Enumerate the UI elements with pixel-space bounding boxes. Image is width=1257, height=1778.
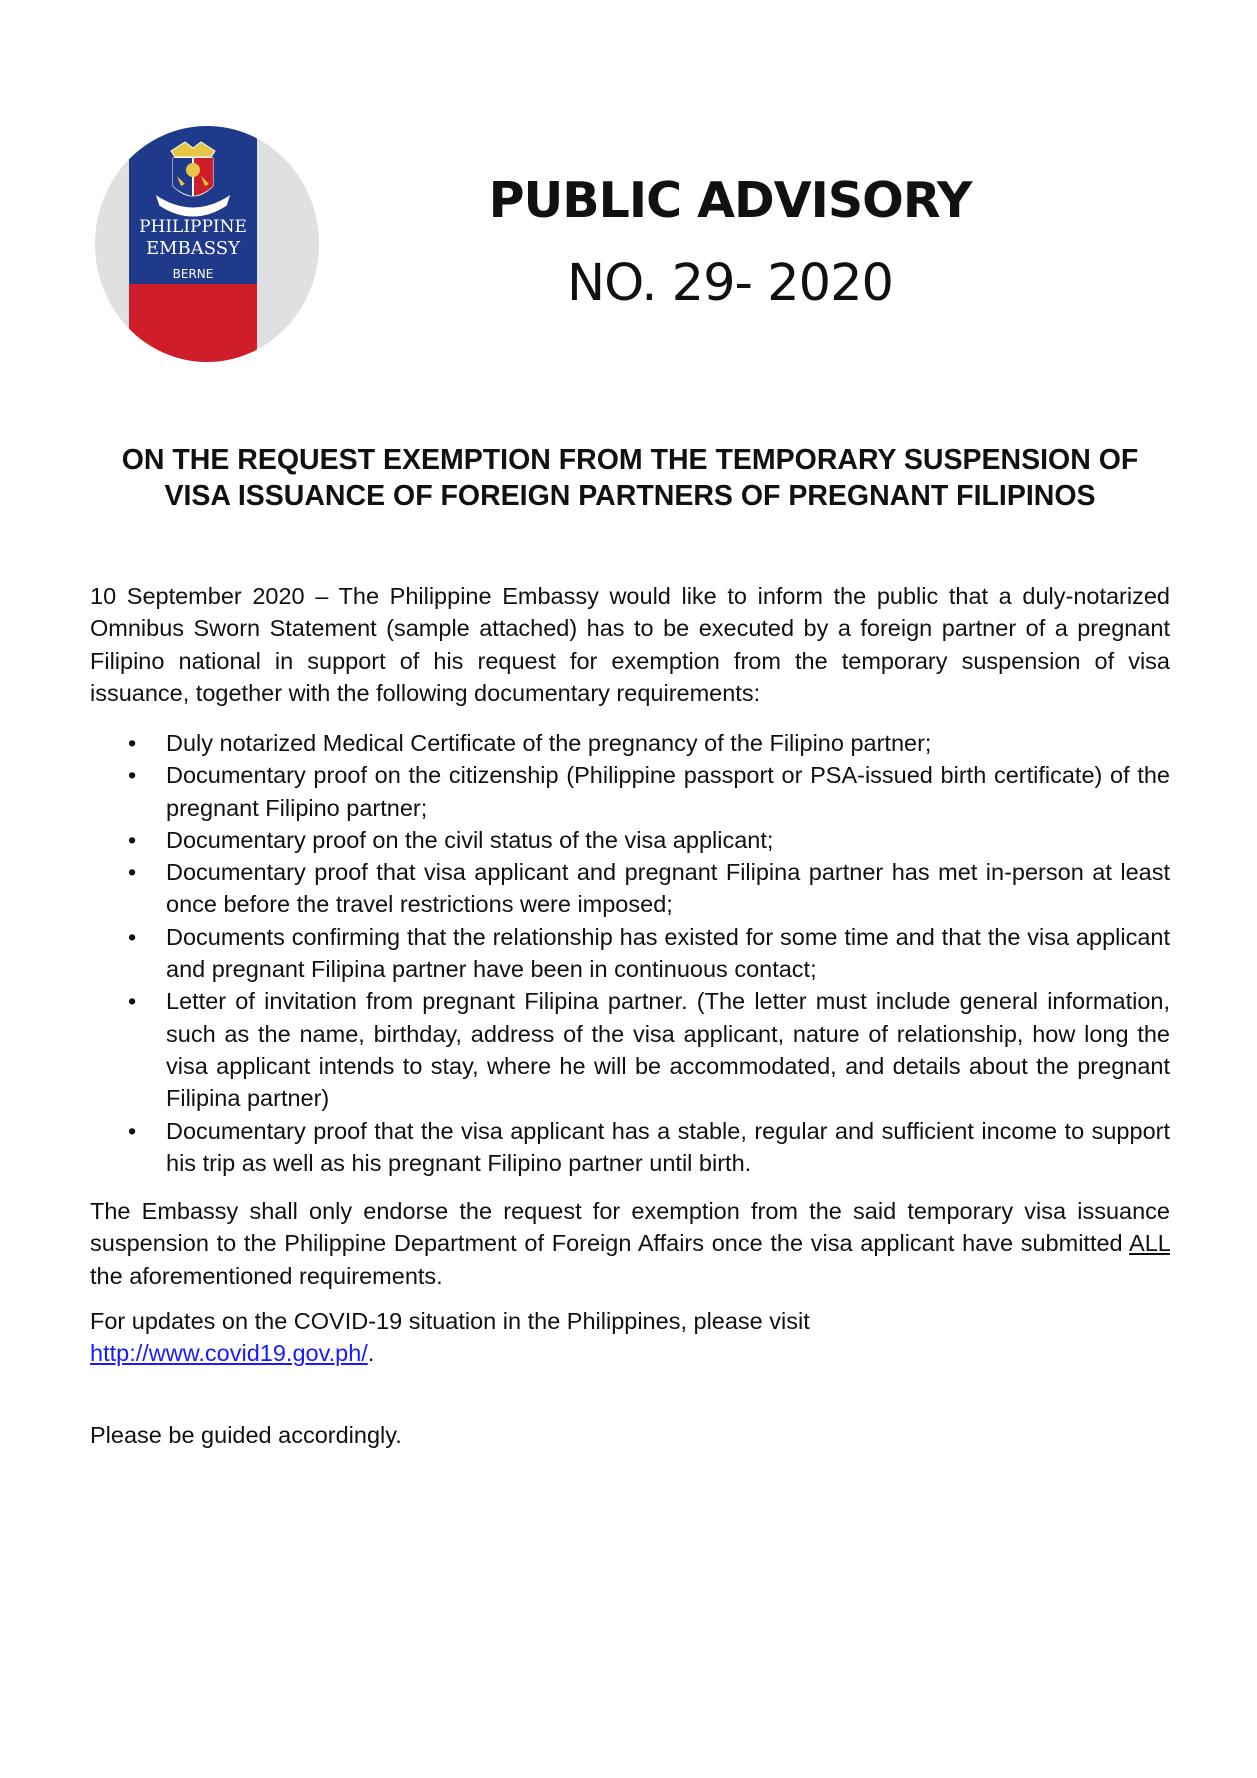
advisory-number: NO. 29- 2020 [567, 254, 893, 313]
requirements-list [90, 727, 1170, 1179]
logo-red-panel [129, 284, 257, 364]
list-item [90, 727, 1170, 759]
closing-text-after: the aforementioned requirements. [90, 1262, 443, 1289]
requirement-text: Duly notarized Medical Certificate of the pregnancy of the Filipino partner; [166, 730, 932, 756]
closing-paragraph [90, 1195, 1170, 1292]
bullet-icon: • [128, 859, 137, 886]
requirement-text: Documents confirming that the relationship has existed for some time and that the visa applicant and pregnant Filipina partner have been in continuous contact; [166, 923, 1170, 983]
bullet-icon: • [128, 988, 137, 1015]
logo-text-berne: BERNE [172, 267, 214, 281]
embassy-logo [93, 124, 321, 364]
requirement-text: Documentary proof that visa applicant and pregnant Filipina partner has met in-person at least once before the travel restrictions were imposed; [166, 859, 1170, 918]
updates-text: For updates on the COVID-19 situation in the Philippines, please visit [90, 1308, 810, 1334]
list-item [90, 1115, 1170, 1180]
covid-link[interactable]: http://www.covid19.gov.ph/ [90, 1340, 368, 1367]
advisory-title: PUBLIC ADVISORY [488, 172, 972, 229]
closing-text-before: The Embassy shall only endorse the request for exemption from the said temporary visa issuance suspension to the Philippine Department of Foreign Affairs once the visa applicant have submitted [90, 1198, 1170, 1257]
list-item [90, 921, 1170, 986]
requirement-text: Documentary proof on the citizenship (Philippine passport or PSA-issued birth certificate) of the pregnant Filipino partner; [166, 762, 1170, 821]
logo-text-philippine: PHILIPPINE [139, 217, 247, 237]
link-suffix: . [367, 1340, 375, 1367]
updates-paragraph [90, 1305, 1170, 1370]
bullet-icon: • [128, 923, 137, 950]
logo-text-embassy: EMBASSY [145, 238, 241, 259]
list-item [90, 985, 1170, 1114]
list-item [90, 824, 1170, 856]
requirement-text: Documentary proof that the visa applicant has a stable, regular and sufficient income to support his trip as well as his pregnant Filipino partner until birth. [166, 1117, 1170, 1176]
list-item [90, 759, 1170, 824]
requirement-text: Documentary proof on the civil status of the visa applicant; [166, 826, 774, 853]
closing-remark: Please be guided accordingly. [90, 1422, 402, 1448]
requirement-text: Letter of invitation from pregnant Filipina partner. (The letter must include general information, such as the name, birthday, address of the visa applicant, nature of relationship, how long the visa applicant intends to stay, where he will be accommodated, and details about the pregnant Filipina partner) [166, 988, 1170, 1112]
bullet-icon: • [128, 826, 137, 853]
intro-paragraph: 10 September 2020 – The Philippine Embassy would like to inform the public that a duly-notarized Omnibus Sworn Statement (sample attached) has to be executed by a foreign partner of a pregnant Filipino national in support of his request for exemption from the temporary suspension of visa issuance, together with the following documentary requirements: [90, 583, 1170, 706]
bullet-icon: • [128, 730, 137, 756]
subject-line-2: VISA ISSUANCE OF FOREIGN PARTNERS OF PREGNANT FILIPINOS [164, 480, 1096, 512]
bullet-icon: • [128, 1117, 137, 1144]
bullet-icon: • [128, 762, 137, 789]
closing-emphasis: ALL [1129, 1230, 1170, 1257]
subject-line-1: ON THE REQUEST EXEMPTION FROM THE TEMPORARY SUSPENSION OF [121, 444, 1139, 476]
advisory-subject [90, 442, 1170, 514]
list-item [90, 856, 1170, 921]
